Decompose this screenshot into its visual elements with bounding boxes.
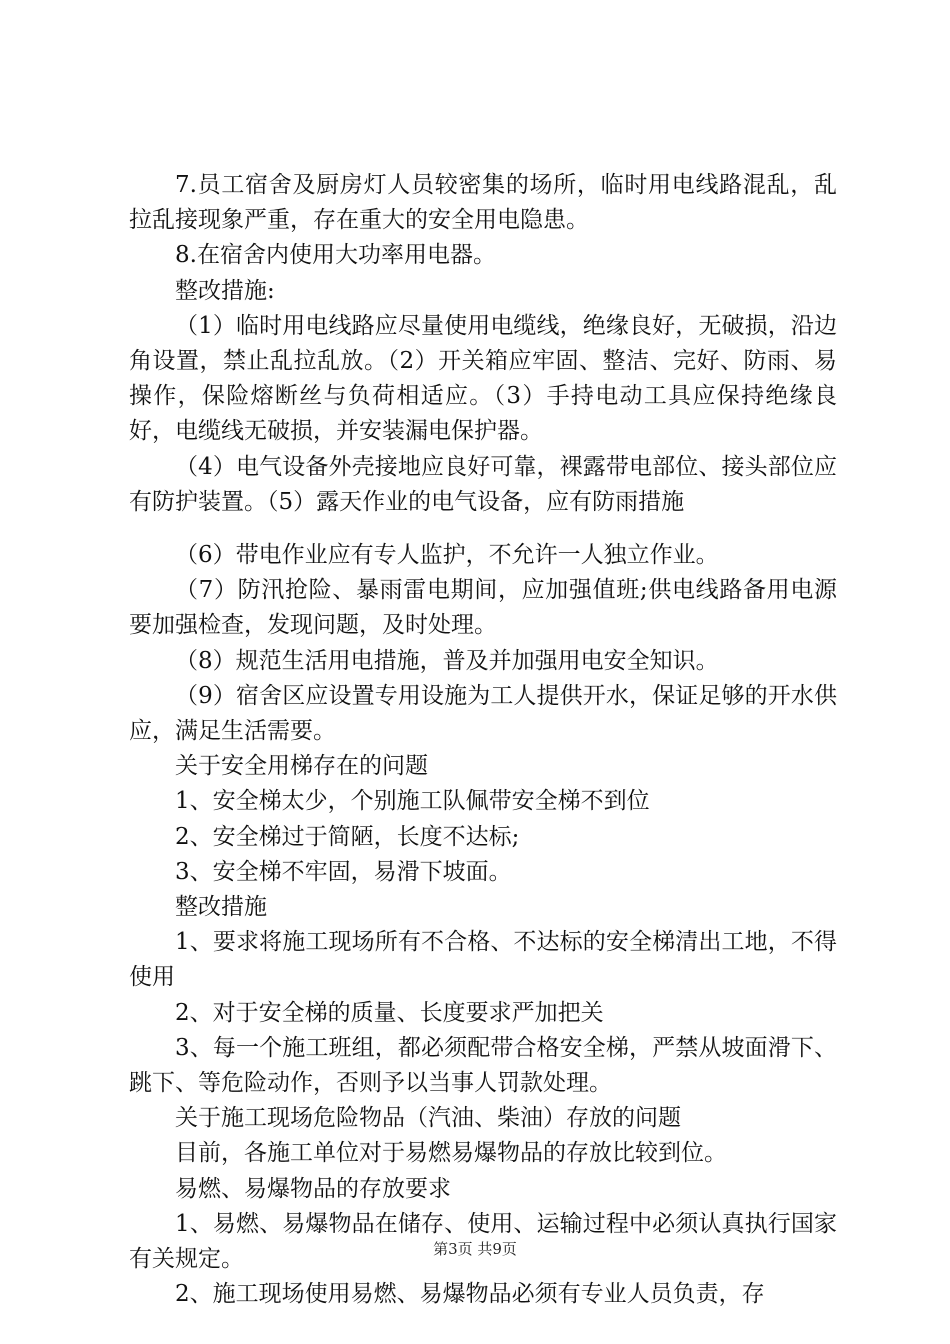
- ladder-measure-2: 2、对于安全梯的质量、长度要求严加把关: [175, 999, 604, 1026]
- ladder-issue-3: 3、安全梯不牢固，易滑下坡面。: [175, 858, 512, 885]
- ladder-issue-1: 1、安全梯太少，个别施工队佩带安全梯不到位: [175, 788, 650, 815]
- section-heading-ladder: 关于安全用梯存在的问题: [175, 753, 428, 780]
- measure-7: （7）防汛抢险、暴雨雷电期间，应加强值班;供电线路备用电源要加强检查，发现问题，及时处理。: [129, 577, 837, 639]
- section-heading-ladder-measures: 整改措施: [175, 894, 267, 921]
- section-heading-rectification: 整改措施:: [175, 277, 275, 304]
- ladder-measure-1: 1、要求将施工现场所有不合格、不达标的安全梯清出工地，不得使用: [129, 929, 837, 991]
- paragraph-8: 8.在宿舍内使用大功率用电器。: [175, 242, 496, 269]
- ladder-issue-2: 2、安全梯过于简陋，长度不达标;: [175, 823, 520, 850]
- hazardous-current-status: 目前，各施工单位对于易燃易爆物品的存放比较到位。: [175, 1140, 727, 1167]
- storage-requirement-2: 2、施工现场使用易燃、易爆物品必须有专业人员负责，存: [175, 1281, 765, 1308]
- page-number-footer: 第3页 共9页: [433, 1240, 517, 1258]
- measure-8: （8）规范生活用电措施，普及并加强用电安全知识。: [175, 647, 719, 674]
- storage-requirement-1: 1、易燃、易爆物品在储存、使用、运输过程中必须认真执行国家有关规定。: [129, 1210, 837, 1273]
- measure-4-5: （4）电气设备外壳接地应良好可靠，裸露带电部位、接头部位应有防护装置。（5）露天作业的电气设备，应有防雨措施: [129, 453, 837, 515]
- measure-1-3: （1）临时用电线路应尽量使用电缆线，绝缘良好，无破损，沿边角设置，禁止乱拉乱放。（2）开关箱应牢固、整洁、完好、防雨、易操作，保险熔断丝与负荷相适应。（3）手持电动工具应保持绝缘良好，电缆线无破损，并安装漏电保护器。: [129, 312, 837, 445]
- section-heading-storage-requirements: 易燃、易爆物品的存放要求: [175, 1175, 451, 1202]
- ladder-measure-3: 3、每一个施工班组，都必须配带合格安全梯，严禁从坡面滑下、跳下、等危险动作，否则予以当事人罚款处理。: [129, 1034, 837, 1097]
- section-heading-hazardous-storage: 关于施工现场危险物品（汽油、柴油）存放的问题: [175, 1105, 681, 1132]
- document-body: [129, 168, 837, 1313]
- paragraph-7: 7.员工宿舍及厨房灯人员较密集的场所，临时用电线路混乱，乱拉乱接现象严重，存在重大的安全用电隐患。: [129, 172, 837, 234]
- measure-9: （9）宿舍区应设置专用设施为工人提供开水，保证足够的开水供应，满足生活需要。: [129, 682, 837, 745]
- measure-6: （6）带电作业应有专人监护，不允许一人独立作业。: [175, 542, 719, 569]
